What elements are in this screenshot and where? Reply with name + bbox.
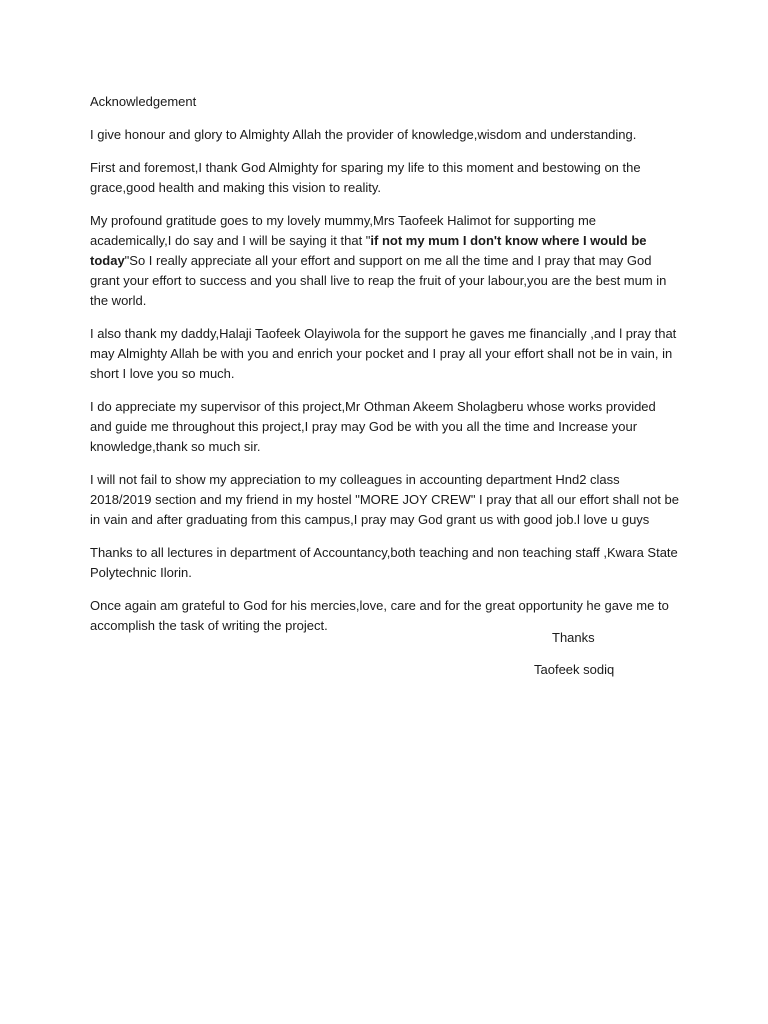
document-body: [90, 92, 680, 649]
paragraph-8: Once again am grateful to God for his mercies,love, care and for the great opportunity he gave me to accomplish the task of writing the project.: [90, 598, 669, 633]
paragraph-5: I do appreciate my supervisor of this project,Mr Othman Akeem Sholagberu whose works provided and guide me throughout this project,I pray may God be with you all the time and Increase your knowledge,thank so much sir.: [90, 399, 656, 454]
paragraph-3-text-end: "So I really appreciate all your effort and support on me all the time and I pray that may God grant your effort to success and you shall live to reap the fruit of your labour,you are the best mum in the world.: [90, 253, 667, 308]
paragraph-1: I give honour and glory to Almighty Allah the provider of knowledge,wisdom and understanding.: [90, 127, 637, 142]
paragraph-6: I will not fail to show my appreciation to my colleagues in accounting department Hnd2 class 2018/2019 section and my friend in my hostel "MORE JOY CREW" I pray that all our effort shall not be in vain and after graduating from this campus,I pray may God grant us with good job.l love u guys: [90, 472, 679, 527]
closing-thanks: Thanks: [552, 630, 595, 645]
paragraph-7: Thanks to all lectures in department of Accountancy,both teaching and non teaching staff ,Kwara State Polytechnic Ilorin.: [90, 545, 678, 580]
paragraph-4: I also thank my daddy,Halaji Taofeek Olayiwola for the support he gaves me financially ,and l pray that may Almighty Allah be with you and enrich your pocket and I pray all your effort shall not be in vain, in short I love you so much.: [90, 326, 677, 381]
page-title: Acknowledgement: [90, 94, 197, 109]
signature-name: Taofeek sodiq: [534, 662, 615, 677]
paragraph-2: First and foremost,I thank God Almighty for sparing my life to this moment and bestowing on the grace,good health and making this vision to reality.: [90, 160, 641, 195]
paragraph-3-bold-quote: if not my mum I don't know where I would be today: [90, 233, 647, 268]
paragraph-3: [90, 211, 680, 311]
paragraph-3-text-start: My profound gratitude goes to my lovely mummy,Mrs Taofeek Halimot for supporting me academically,I do say and I will be saying it that ": [90, 213, 597, 248]
